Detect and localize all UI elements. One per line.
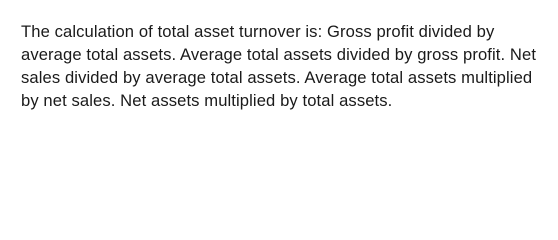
question-text: The calculation of total asset turnover is: Gross profit divided by average total assets. Average total assets divided by gross profit. Net sales divided by average total assets. Average total assets multiplied by net sales. Net assets multiplied by total assets. (21, 22, 537, 110)
